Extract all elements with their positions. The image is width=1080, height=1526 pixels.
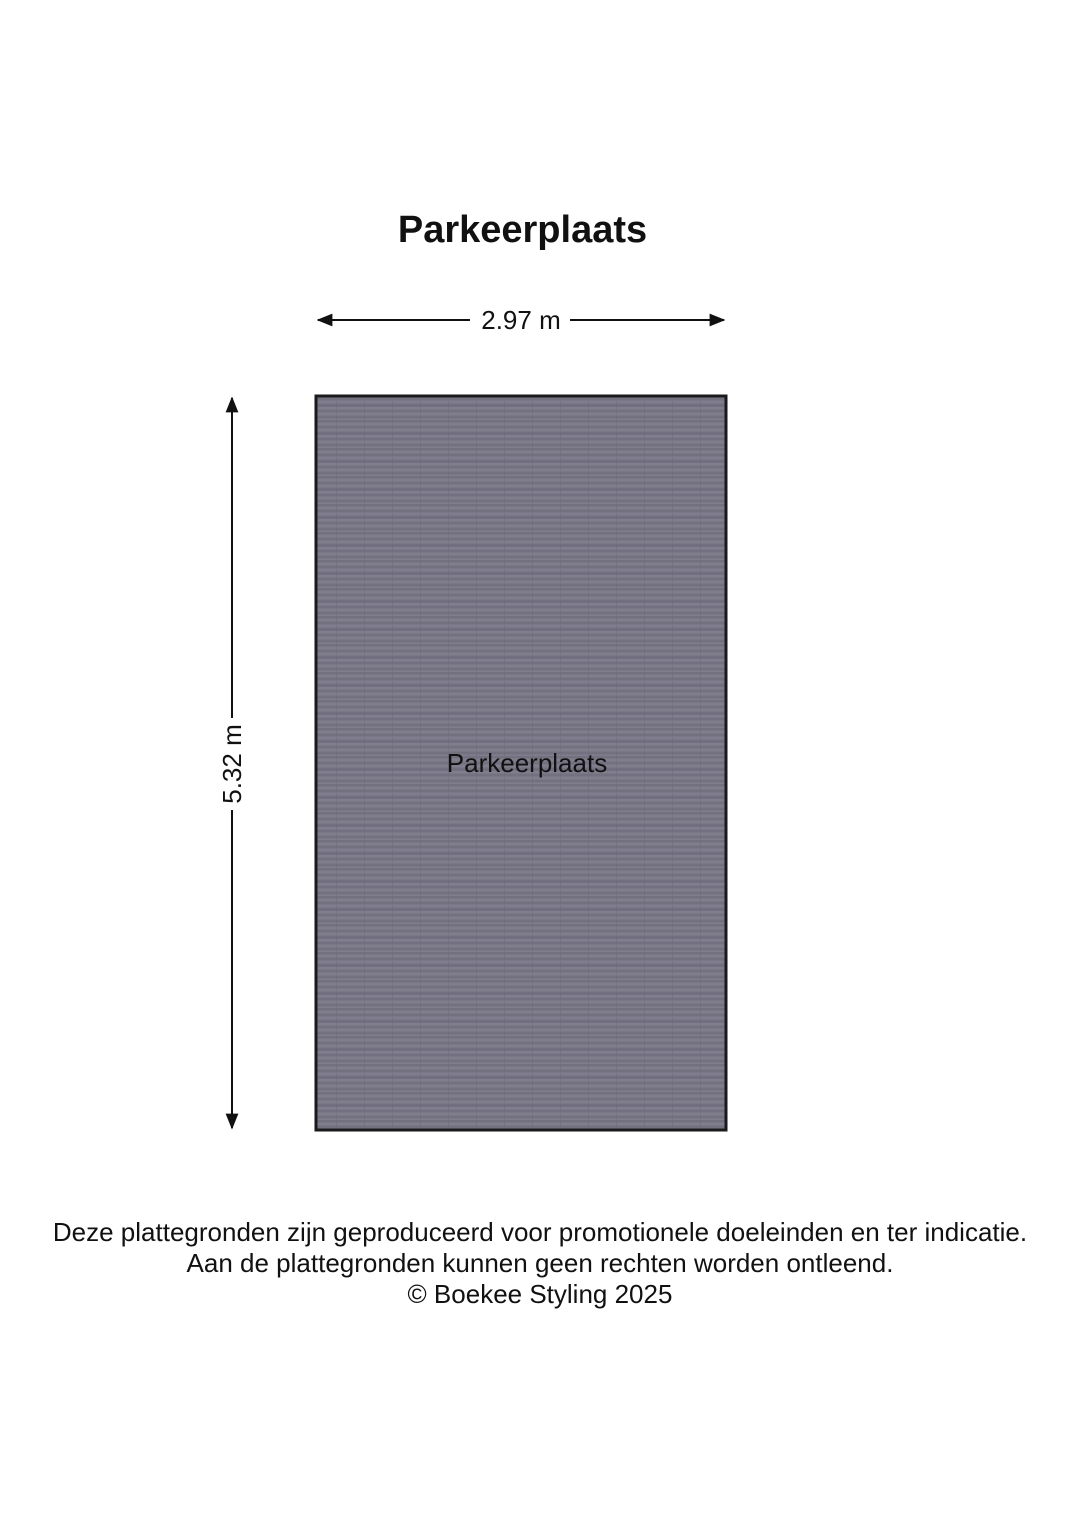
copyright-line: © Boekee Styling 2025 <box>407 1279 673 1309</box>
height-dimension <box>217 398 247 1128</box>
disclaimer-line-2: Aan de plattegronden kunnen geen rechten worden ontleend. <box>186 1248 894 1278</box>
room-parkeerplaats <box>316 396 726 1130</box>
width-dimension-label: 2.97 m <box>481 305 561 335</box>
width-dimension <box>318 305 724 335</box>
disclaimer <box>0 1217 1080 1310</box>
height-dimension-label: 5.32 m <box>217 724 247 804</box>
plan-title: Parkeerplaats <box>397 209 648 251</box>
room-label: Parkeerplaats <box>446 748 608 778</box>
disclaimer-line-1: Deze plattegronden zijn geproduceerd voor promotionele doeleinden en ter indicatie. <box>52 1217 1028 1247</box>
